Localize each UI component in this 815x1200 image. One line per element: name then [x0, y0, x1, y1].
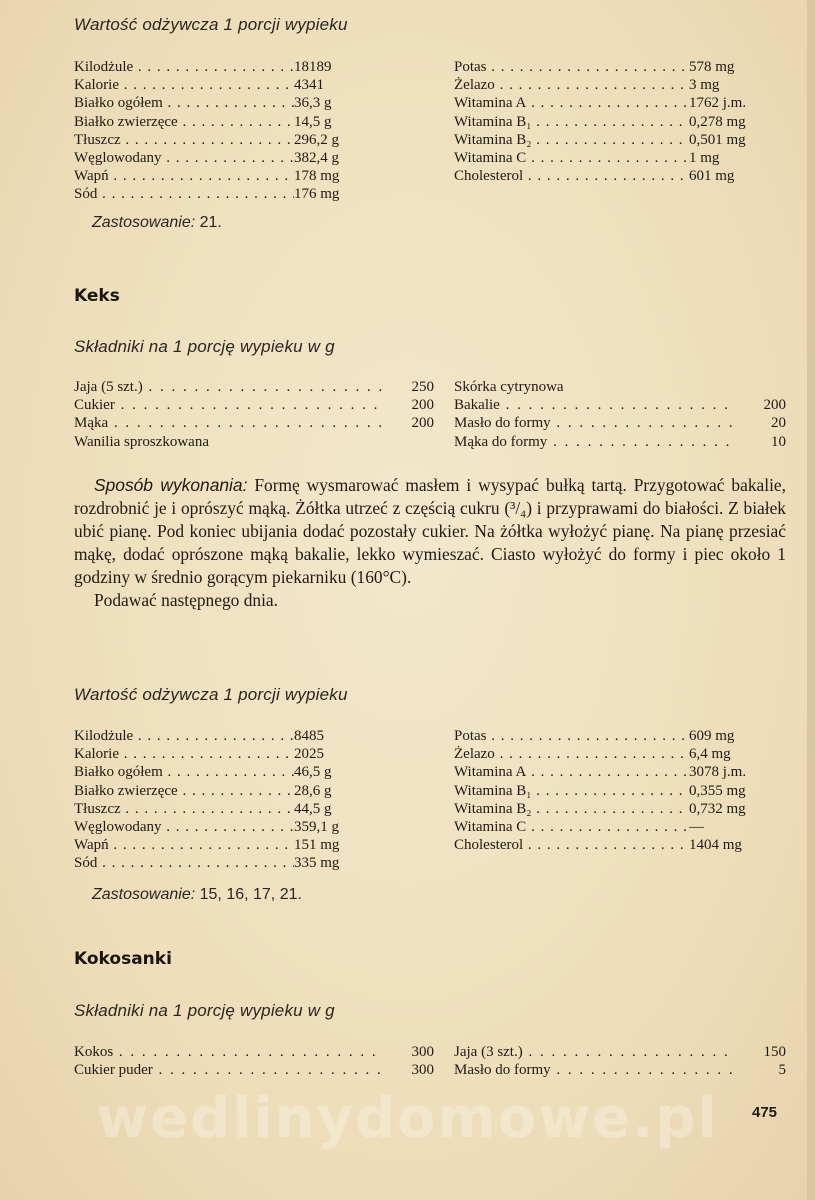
nutrient-value: —: [689, 818, 704, 835]
nutrient-value: 296,2 g: [294, 131, 339, 148]
nutrient-label: Wapń . . .: [74, 167, 294, 185]
ingredient-value: [736, 378, 786, 396]
nutrient-label: Żelazo . . .: [454, 745, 689, 763]
ingredient-label: Masło do formy . . .: [454, 1061, 736, 1079]
ingredient-value: 5: [778, 1062, 786, 1079]
nutrient-label: Witamina B₂ . . .: [454, 800, 689, 818]
nutrient-label: Witamina B₁ . . .: [454, 113, 689, 131]
nutrient-label: Witamina B₂ . . .: [454, 131, 689, 149]
nutrition-row: [74, 854, 794, 872]
nutrient-value: 601 mg: [689, 168, 735, 185]
ingredient-label: Mąka do formy . . .: [454, 433, 736, 451]
ingredient-label: Mąka . . .: [74, 414, 384, 432]
nutrition-row: [74, 167, 794, 185]
ingredient-label: Kokos . . .: [74, 1043, 384, 1061]
nutrient-value: 382,4 g: [294, 149, 339, 166]
nutrient-value: 28,6 g: [294, 782, 332, 799]
nutrition-row: [74, 58, 794, 76]
nutrient-label: Węglowodany . . .: [74, 149, 294, 167]
method-paragraph-keks: [74, 474, 786, 612]
nutrition-title-1: Wartość odżywcza 1 porcji wypieku: [74, 15, 348, 34]
method-label: Sposób wykonania:: [94, 475, 248, 495]
nutrition-row: [74, 76, 794, 94]
page-edge: [807, 0, 815, 1200]
nutrient-label: Witamina A . . .: [454, 94, 689, 112]
nutrient-value: 4341: [294, 77, 324, 94]
ingredient-label: Jaja (5 szt.) . . .: [74, 378, 384, 396]
ingredient-row: [74, 414, 786, 432]
nutrient-label: Białko zwierzęce . . .: [74, 113, 294, 131]
nutrient-value: 178 mg: [294, 168, 340, 185]
ingredient-value: 250: [411, 379, 434, 395]
nutrient-value: 609 mg: [689, 728, 735, 744]
nutrient-value: 1 mg: [689, 149, 720, 166]
usage-line-2: [92, 886, 302, 904]
nutrient-value: 359,1 g: [294, 818, 339, 835]
nutrient-label: Białko zwierzęce . . .: [74, 782, 294, 800]
ingredient-value: 20: [771, 415, 786, 432]
ingredient-value: 150: [763, 1044, 786, 1060]
ingredients-table-kokosanki: [74, 1043, 786, 1079]
ingredient-label: Cukier . . .: [74, 396, 384, 414]
nutrient-label: Węglowodany . . .: [74, 818, 294, 836]
recipe-title-keks: Keks: [74, 286, 120, 306]
nutrient-value: 335 mg: [294, 855, 340, 872]
nutrition-row: [74, 745, 794, 763]
ingredient-row: [74, 433, 786, 451]
nutrition-row: [74, 763, 794, 781]
nutrient-value: 18189: [294, 59, 332, 75]
nutrient-value: 14,5 g: [294, 113, 332, 130]
page-number: 475: [752, 1104, 778, 1121]
ingredients-title-keks: Składniki na 1 porcję wypieku w g: [74, 337, 335, 356]
nutrient-label: Kalorie . . .: [74, 745, 294, 763]
ingredient-row: [74, 378, 786, 396]
nutrition-table-2: [74, 727, 794, 873]
ingredient-label: Jaja (3 szt.) . . .: [454, 1043, 736, 1061]
nutrient-value: 8485: [294, 728, 324, 744]
nutrient-label: Sód . . .: [74, 185, 294, 203]
nutrient-value: 0,732 mg: [689, 800, 746, 817]
method-text: Formę wysmarować masłem i wysypać bułką tartą. Przygotować bakalie, rozdrobnić je i oprószyć mąką. Żółtka utrzeć z częścią cukru (³/₄) i przyprawami do białości. Z białek ubić pianę. Pod koniec ubijania dodać pozostały cukier. Na żółtka wyłożyć pianę. Na pianę przesiać mąkę, dodać oprószone mąką bakalie, lekko wymieszać. Ciasto wyłożyć do formy i piec około 1 godziny w średnio gorącym piekarniku (160°C).: [74, 475, 786, 587]
nutrient-label: Kalorie . . .: [74, 76, 294, 94]
nutrition-row: [74, 149, 794, 167]
ingredients-table-keks: [74, 378, 786, 451]
nutrient-value: 3078 j.m.: [689, 764, 747, 781]
ingredient-value: 10: [771, 433, 786, 450]
nutrient-value: 6,4 mg: [689, 746, 731, 763]
usage-label: Zastosowanie:: [92, 886, 196, 903]
nutrient-value: 0,355 mg: [689, 782, 746, 799]
nutrition-row: [74, 113, 794, 131]
nutrient-label: Witamina B₁ . . .: [454, 782, 689, 800]
nutrient-label: Żelazo . . .: [454, 76, 689, 94]
nutrient-value: 578 mg: [689, 59, 735, 75]
nutrient-label: Cholesterol . . .: [454, 836, 689, 854]
nutrition-row: [74, 185, 794, 203]
ingredient-row: [74, 1043, 786, 1061]
ingredient-value: 200: [411, 397, 434, 414]
ingredient-row: [74, 396, 786, 414]
ingredient-label: Wanilia sproszkowana: [74, 433, 209, 450]
nutrient-label: Witamina A . . .: [454, 763, 689, 781]
nutrient-label: Cholesterol . . .: [454, 167, 689, 185]
ingredient-value: 200: [411, 415, 434, 432]
nutrient-value: 176 mg: [294, 186, 340, 203]
ingredient-label: Cukier puder . . .: [74, 1061, 384, 1079]
ingredient-label: Skórka cytrynowa: [454, 379, 564, 395]
ingredient-value: 300: [411, 1062, 434, 1079]
ingredient-label: Masło do formy . . .: [454, 414, 736, 432]
nutrition-row: [74, 131, 794, 149]
ingredients-title-kokosanki: Składniki na 1 porcję wypieku w g: [74, 1001, 335, 1020]
ingredient-value: 300: [411, 1044, 434, 1060]
nutrient-value: 0,501 mg: [689, 131, 746, 148]
nutrition-title-2: Wartość odżywcza 1 porcji wypieku: [74, 685, 348, 704]
nutrient-label: Witamina C . . .: [454, 818, 689, 836]
nutrient-value: 3 mg: [689, 77, 720, 94]
nutrient-label: Sód . . .: [74, 854, 294, 872]
nutrition-row: [74, 782, 794, 800]
ingredient-label: Bakalie . . .: [454, 396, 736, 414]
nutrient-value: 0,278 mg: [689, 113, 746, 130]
watermark: wedlinydomowe.pl: [96, 1086, 719, 1151]
nutrition-row: [74, 818, 794, 836]
ingredient-value: [384, 433, 454, 451]
nutrient-value: 36,3 g: [294, 95, 332, 112]
nutrient-label: Wapń . . .: [74, 836, 294, 854]
usage-label: Zastosowanie:: [92, 214, 196, 231]
nutrient-label: Tłuszcz . . .: [74, 800, 294, 818]
nutrient-value: 151 mg: [294, 837, 340, 854]
nutrient-label: Białko ogółem . . .: [74, 94, 294, 112]
ingredient-value: 200: [763, 397, 786, 414]
nutrient-label: Potas . . .: [454, 727, 689, 745]
nutrient-label: Tłuszcz . . .: [74, 131, 294, 149]
usage-value: 21.: [199, 214, 222, 231]
nutrition-row: [74, 727, 794, 745]
nutrition-row: [74, 836, 794, 854]
nutrient-value: 46,5 g: [294, 764, 332, 781]
nutrient-value: 1762 j.m.: [689, 95, 747, 112]
nutrient-label: Białko ogółem . . .: [74, 763, 294, 781]
usage-value: 15, 16, 17, 21.: [199, 886, 302, 903]
ingredient-row: [74, 1061, 786, 1079]
serving-text: Podawać następnego dnia.: [94, 590, 278, 610]
nutrition-table-1: [74, 58, 794, 204]
nutrient-label: Witamina C . . .: [454, 149, 689, 167]
usage-line-1: [92, 214, 222, 232]
nutrient-label: Kilodżule . . .: [74, 58, 294, 76]
nutrition-row: [74, 800, 794, 818]
nutrient-value: 44,5 g: [294, 800, 332, 817]
nutrient-label: Potas . . .: [454, 58, 689, 76]
recipe-title-kokosanki: Kokosanki: [74, 949, 172, 969]
nutrient-label: Kilodżule . . .: [74, 727, 294, 745]
nutrient-value: 2025: [294, 746, 324, 763]
nutrition-row: [74, 94, 794, 112]
nutrient-value: 1404 mg: [689, 837, 742, 854]
